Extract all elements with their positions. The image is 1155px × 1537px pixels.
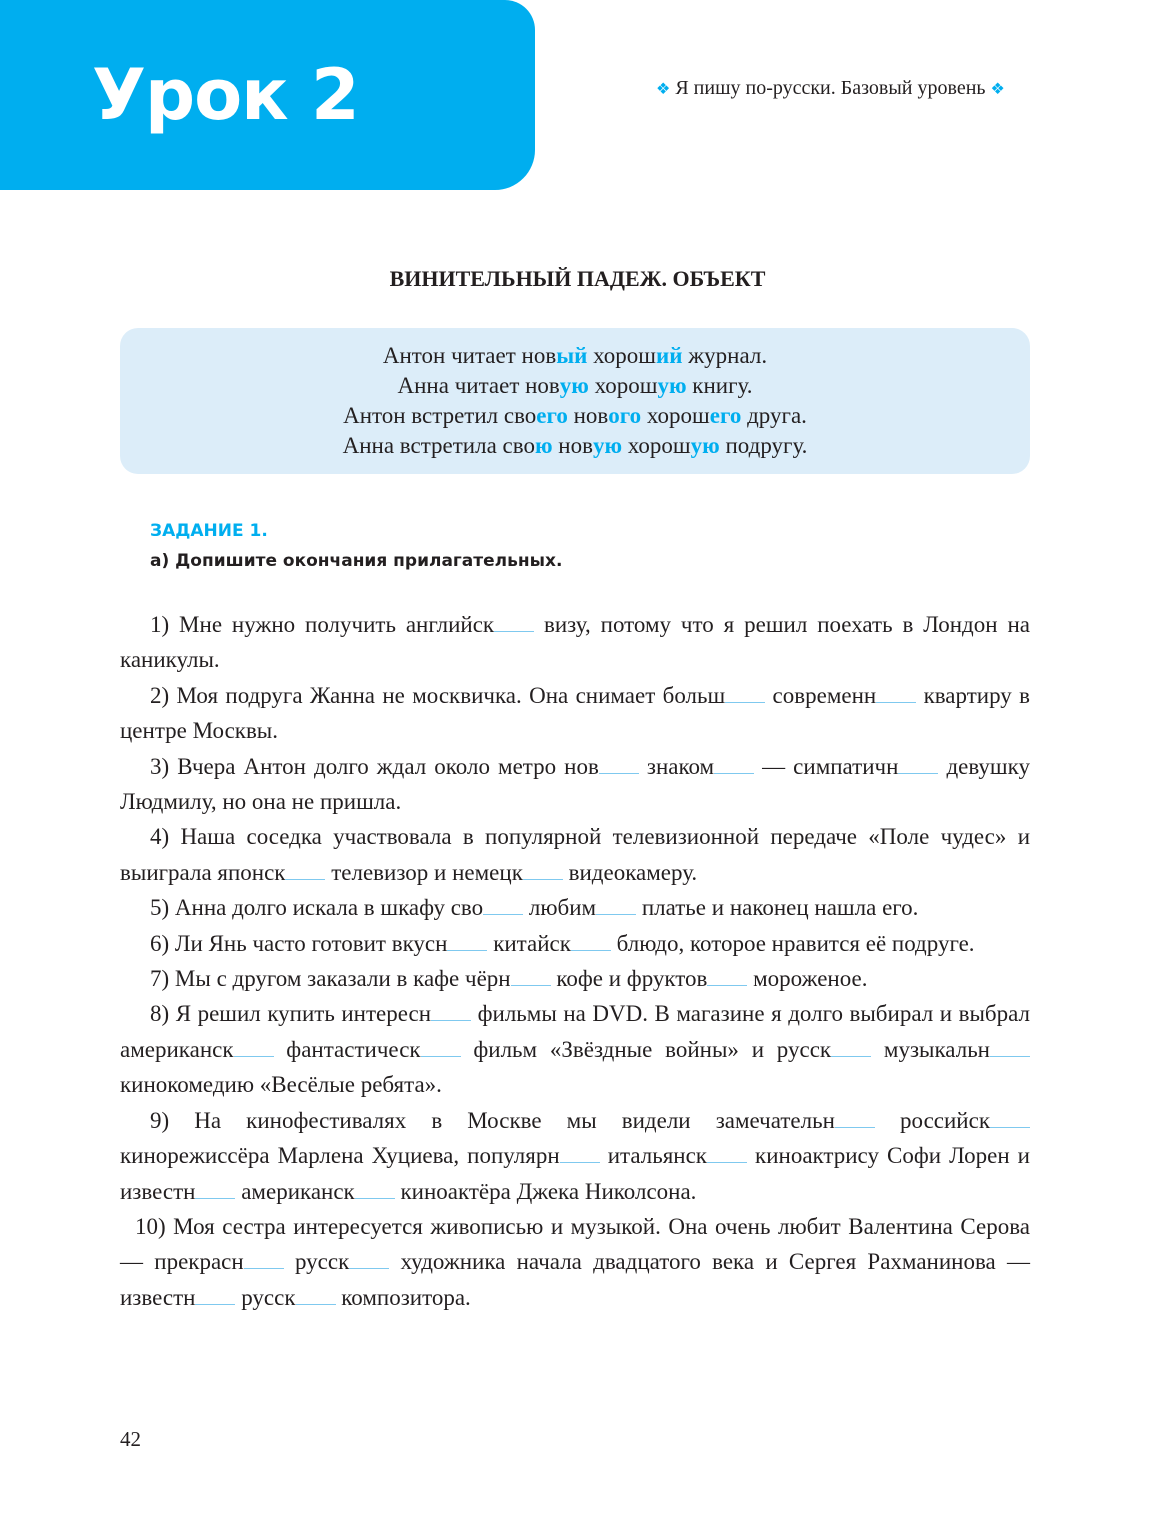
exercise-item: 2) Моя подруга Жанна не москвичка. Она снимает больш современн квартиру в центре Москвы. (120, 682, 1030, 744)
grammar-example: Анна читает новую хорошую книгу. (397, 373, 753, 398)
answer-blank[interactable] (707, 967, 747, 986)
answer-blank[interactable] (599, 755, 639, 774)
exercise-item: 10) Моя сестра интересуется живописью и музыкой. Она очень любит Валентина Серова — прекрасн русск художника начала двадцатого века и Сергея Рахманинова — известн русск композитора. (120, 1213, 1030, 1310)
highlighted-ending: ю (534, 433, 553, 458)
answer-blank[interactable] (560, 1144, 600, 1163)
lesson-header-tab (0, 0, 535, 190)
ornament-left-icon: ❖ (656, 81, 671, 98)
highlighted-ending: ую (690, 433, 720, 458)
answer-blank[interactable] (195, 1286, 235, 1305)
highlighted-ending: его (536, 403, 568, 428)
highlighted-ending: ую (592, 433, 623, 458)
answer-blank[interactable] (421, 1038, 461, 1057)
task-title: ЗАДАНИЕ 1. (150, 521, 268, 541)
book-title-text: Я пишу по-русски. Базовый уровень (675, 77, 986, 99)
highlighted-ending: ого (608, 403, 642, 428)
answer-blank[interactable] (494, 613, 534, 632)
grammar-example: Анна встретила свою новую хорошую подругу. (342, 433, 808, 458)
grammar-example: Антон читает новый хороший журнал. (382, 343, 768, 368)
exercise-item: 5) Анна долго искала в шкафу сво любим платье и наконец нашла его. (150, 895, 919, 921)
section-title: ВИНИТЕЛЬНЫЙ ПАДЕЖ. ОБЪЕКТ (389, 266, 766, 291)
answer-blank[interactable] (447, 932, 487, 951)
grammar-examples-box (120, 328, 1030, 474)
lesson-title: Урок 2 (92, 54, 359, 136)
answer-blank[interactable] (523, 861, 563, 880)
exercise-list (120, 607, 1030, 1315)
answer-blank[interactable] (725, 684, 765, 703)
exercise-item: 6) Ли Янь часто готовит вкусн китайск блюдо, которое нравится её подруге. (150, 930, 975, 956)
book-title (656, 76, 1028, 102)
answer-blank[interactable] (511, 967, 551, 986)
answer-blank[interactable] (990, 1038, 1030, 1057)
answer-blank[interactable] (714, 755, 754, 774)
answer-blank[interactable] (707, 1144, 747, 1163)
answer-blank[interactable] (285, 861, 325, 880)
page-number: 42 (120, 1427, 141, 1451)
answer-blank[interactable] (571, 932, 611, 951)
answer-blank[interactable] (234, 1038, 274, 1057)
answer-blank[interactable] (296, 1286, 336, 1305)
ornament-right-icon: ❖ (990, 81, 1005, 98)
answer-blank[interactable] (244, 1250, 284, 1269)
answer-blank[interactable] (831, 1038, 871, 1057)
answer-blank[interactable] (483, 896, 523, 915)
task-instruction: а) Допишите окончания прилагательных. (150, 551, 563, 571)
answer-blank[interactable] (835, 1109, 875, 1128)
highlighted-ending: ую (657, 373, 687, 398)
highlighted-ending: ую (559, 373, 589, 398)
exercise-item: 9) На кинофестивалях в Москве мы видели замечательн российск кинорежиссёра Марлена Хуциева, популярн итальянск киноактрису Софи Лорен и известн американск киноактёра Джека Николсона. (120, 1107, 1030, 1204)
answer-blank[interactable] (431, 1002, 471, 1021)
answer-blank[interactable] (990, 1109, 1030, 1128)
highlighted-ending: его (709, 403, 742, 428)
highlighted-ending: ый (556, 343, 588, 368)
exercise-item: 1) Мне нужно получить английск визу, потому что я решил поехать в Лондон на каникулы. (120, 612, 1030, 673)
answer-blank[interactable] (898, 755, 938, 774)
answer-blank[interactable] (349, 1250, 389, 1269)
exercise-item: 4) Наша соседка участвовала в популярной телевизионной передаче «Поле чудес» и выиграла японск телевизор и немецк видеокамеру. (120, 824, 1030, 885)
exercise-item: 7) Мы с другом заказали в кафе чёрн кофе и фруктов мороженое. (150, 966, 868, 992)
exercise-item: 8) Я решил купить интересн фильмы на DVD. В магазине я долго выбирал и выбрал американск фантастическ фильм «Звёздные войны» и русск музыкальн кинокомедию «Весёлые ребята». (120, 1001, 1030, 1098)
answer-blank[interactable] (876, 684, 916, 703)
highlighted-ending: ий (656, 343, 683, 368)
grammar-example: Антон встретил своего нового хорошего друга. (343, 403, 807, 428)
exercise-item: 3) Вчера Антон долго ждал около метро нов знаком — симпатичн девушку Людмилу, но она не пришла. (120, 753, 1030, 815)
answer-blank[interactable] (195, 1180, 235, 1199)
answer-blank[interactable] (596, 896, 636, 915)
answer-blank[interactable] (355, 1180, 395, 1199)
